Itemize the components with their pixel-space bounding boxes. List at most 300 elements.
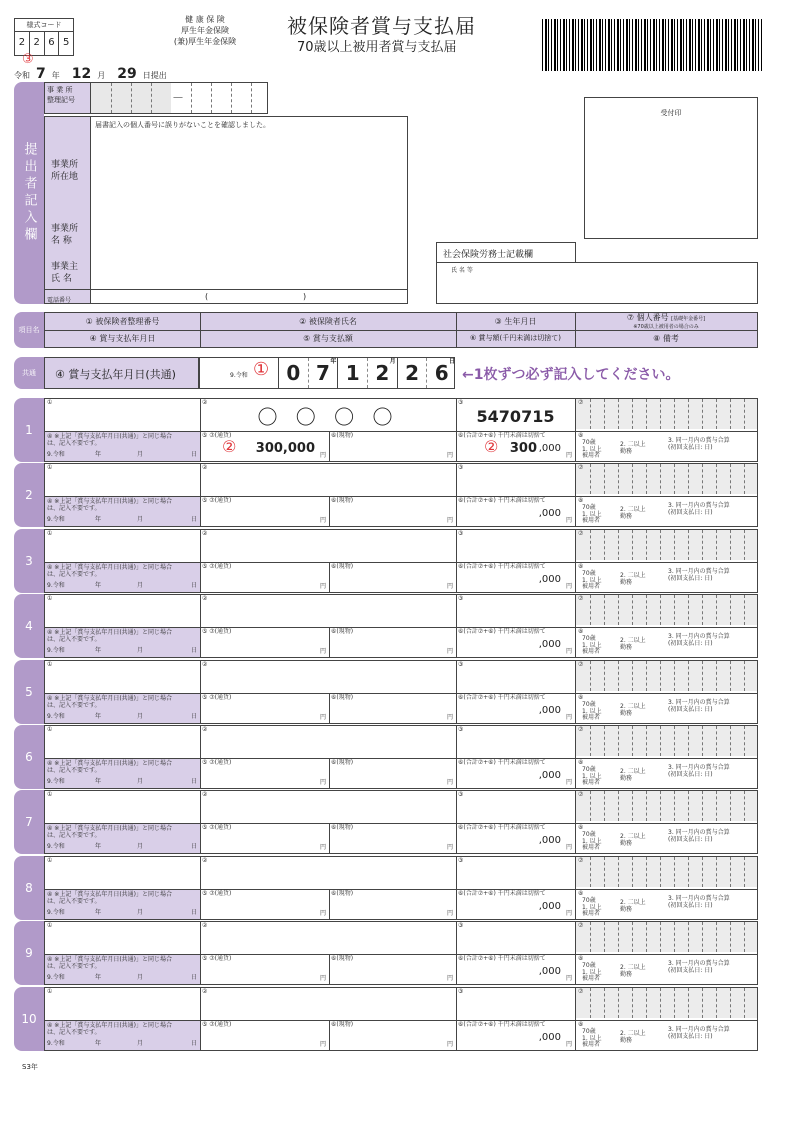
- birth-date-field[interactable]: [456, 791, 575, 823]
- insured-number-field[interactable]: [45, 530, 200, 562]
- submit-year: 7: [36, 66, 46, 82]
- row-grid: [44, 529, 758, 593]
- yen-unit: 円: [565, 910, 572, 918]
- yen-unit: 円: [319, 975, 326, 983]
- remark-option-1[interactable]: 70歳 1. 以上 被用者: [582, 439, 602, 460]
- sharoushi-field[interactable]: [436, 262, 758, 304]
- yen-unit: 円: [565, 1041, 572, 1049]
- row-grid: [44, 463, 758, 527]
- field-label-3: ③: [458, 857, 464, 864]
- field-label-7: ⑦: [578, 530, 584, 537]
- era-label: 令和: [14, 71, 30, 80]
- field-label-2: ②: [202, 661, 208, 668]
- yen-unit: 円: [446, 1041, 453, 1049]
- yen-unit: 円: [319, 1041, 326, 1049]
- common-day-digit: 2: [397, 358, 427, 388]
- goods-amount-field[interactable]: [329, 627, 456, 659]
- row-number: 4: [14, 594, 44, 658]
- payment-date-field[interactable]: [45, 1021, 200, 1050]
- total-label: ⑥(合計⑦+⑥) 千円未満は切捨て: [458, 824, 546, 831]
- field-label-3: ③: [458, 988, 464, 995]
- cash-amount-field[interactable]: [200, 693, 329, 725]
- payment-month-unit: 月: [137, 516, 144, 524]
- personal-number-field[interactable]: [576, 857, 757, 887]
- remarks-field[interactable]: [576, 496, 757, 528]
- total-amount-field[interactable]: [456, 823, 575, 855]
- goods-amount-field[interactable]: [329, 496, 456, 528]
- row-number: 9: [14, 921, 44, 985]
- remarks-field[interactable]: [576, 954, 757, 986]
- yen-unit: 円: [446, 452, 453, 460]
- total-amount-value: 300: [509, 441, 537, 456]
- yen-unit: 円: [565, 517, 572, 525]
- remark-option-2[interactable]: 2. 二以上 勤務: [620, 506, 646, 520]
- form-code-digit: 5: [62, 37, 70, 48]
- payment-date-field[interactable]: [45, 694, 200, 723]
- remark-option-2[interactable]: 2. 二以上 勤務: [620, 572, 646, 586]
- payment-era: 9.令和: [47, 582, 65, 590]
- total-amount-field[interactable]: [456, 431, 575, 463]
- birth-date-field[interactable]: [456, 922, 575, 954]
- insured-name-field[interactable]: [200, 791, 456, 823]
- cash-amount-field[interactable]: [200, 954, 329, 986]
- payment-date-field[interactable]: [45, 824, 200, 853]
- personal-number-field[interactable]: [576, 399, 757, 429]
- birth-date-field[interactable]: [456, 595, 575, 627]
- payment-year-unit: 年: [95, 974, 102, 982]
- personal-number-field[interactable]: [576, 530, 757, 560]
- birth-date-field[interactable]: [456, 988, 575, 1020]
- remark-circle: ⑧: [578, 955, 584, 962]
- payment-era: 9.令和: [47, 974, 65, 982]
- insured-name-value: 〇 〇 〇 〇: [257, 405, 399, 429]
- yen-unit: 円: [319, 452, 326, 460]
- payment-date-field[interactable]: [45, 890, 200, 919]
- goods-amount-field[interactable]: [329, 823, 456, 855]
- row-grid: [44, 921, 758, 985]
- insured-name-field[interactable]: [200, 857, 456, 889]
- field-label-2: ②: [202, 464, 208, 471]
- field-label-1: ①: [47, 661, 53, 668]
- cash-label: ⑤ ⑦(通貨): [202, 628, 232, 635]
- phone-label: 電話番号: [45, 289, 91, 305]
- yen-unit: 円: [319, 779, 326, 787]
- payment-date-note: ④ ※上記「賞与支払年月日(共通)」と同じ場合は、記入不要です。: [47, 695, 172, 709]
- remark-option-3[interactable]: 3. 同一月内の賞与合算 (初回支払日: 日): [668, 1026, 730, 1040]
- goods-amount-field[interactable]: [329, 693, 456, 725]
- common-month-digit-text: 2: [375, 361, 390, 385]
- submit-day: 29: [117, 66, 137, 82]
- common-year-digit: 0: [278, 358, 308, 388]
- form-title: 被保険者賞与支払届: [287, 14, 476, 38]
- sharoushi-name-label: 氏 名 等: [451, 267, 473, 274]
- birth-date-field[interactable]: [456, 857, 575, 889]
- insured-name-field[interactable]: [200, 595, 456, 627]
- total-amount-field[interactable]: [456, 562, 575, 594]
- remark-option-1[interactable]: 70歳 1. 以上 被用者: [582, 570, 602, 591]
- insured-number-field[interactable]: [45, 791, 200, 823]
- payment-date-field[interactable]: [45, 432, 200, 461]
- total-amount-field[interactable]: [456, 627, 575, 659]
- field-label-2: ②: [202, 857, 208, 864]
- common-date-field[interactable]: [199, 357, 455, 389]
- remark-option-3[interactable]: 3. 同一月内の賞与合算 (初回支払日: 日): [668, 633, 730, 647]
- row-number: 5: [14, 660, 44, 724]
- form-code-digit: 2: [15, 31, 30, 55]
- yen-unit: 円: [446, 648, 453, 656]
- col-header-4: ④ 賞与支払年月日: [89, 334, 156, 343]
- insured-name-field[interactable]: [200, 661, 456, 693]
- row-grid: [44, 398, 758, 462]
- payment-day-unit: 日: [191, 647, 198, 655]
- payment-day-unit: 日: [191, 843, 198, 851]
- insured-name-field[interactable]: [200, 464, 456, 496]
- form-subtitle: 70歳以上被用者賞与支払届: [297, 40, 457, 55]
- goods-amount-field[interactable]: [329, 1020, 456, 1052]
- field-label-7: ⑦: [578, 661, 584, 668]
- remarks-field[interactable]: [576, 758, 757, 790]
- common-day-digit: [426, 358, 456, 388]
- row-number: 2: [14, 463, 44, 527]
- total-thousand-suffix: ,000: [538, 901, 561, 912]
- payment-date-field[interactable]: [45, 628, 200, 657]
- insured-name-field[interactable]: [200, 726, 456, 758]
- personal-number-field[interactable]: [576, 595, 757, 625]
- month-unit: 月: [97, 71, 106, 80]
- total-amount-field[interactable]: [456, 758, 575, 790]
- cash-amount-value: 300,000: [255, 441, 315, 456]
- field-label-3: ③: [458, 791, 464, 798]
- total-amount-field[interactable]: [456, 889, 575, 921]
- total-thousand-suffix: ,000: [538, 508, 561, 519]
- form-code-box: [14, 18, 74, 56]
- submitter-info-box: [44, 116, 408, 304]
- instruction-text: ←1枚ずつ必ず記入してください。: [462, 367, 680, 383]
- payment-month-unit: 月: [137, 647, 144, 655]
- remark-option-2[interactable]: 2. 二以上 勤務: [620, 768, 646, 782]
- insured-row: [0, 398, 800, 462]
- office-number-field[interactable]: [91, 83, 267, 113]
- payment-era: 9.令和: [47, 713, 65, 721]
- insured-number-field[interactable]: [45, 399, 200, 431]
- remarks-field[interactable]: [576, 889, 757, 921]
- remark-circle: ⑧: [578, 694, 584, 701]
- remark-circle: ⑧: [578, 759, 584, 766]
- remark-option-2[interactable]: 2. 二以上 勤務: [620, 637, 646, 651]
- payment-era: 9.令和: [47, 647, 65, 655]
- insured-number-field[interactable]: [45, 661, 200, 693]
- payment-era: 9.令和: [47, 451, 65, 459]
- phone-field[interactable]: [91, 289, 407, 305]
- field-label-2: ②: [202, 922, 208, 929]
- field-label-1: ①: [47, 399, 53, 406]
- yen-unit: 円: [446, 779, 453, 787]
- birth-date-field[interactable]: [456, 661, 575, 693]
- remark-option-1[interactable]: 70歳 1. 以上 被用者: [582, 897, 602, 918]
- field-label-1: ①: [47, 464, 53, 471]
- field-label-1: ①: [47, 988, 53, 995]
- remark-option-3[interactable]: 3. 同一月内の賞与合算 (初回支払日: 日): [668, 764, 730, 778]
- goods-amount-field[interactable]: [329, 889, 456, 921]
- field-label-1: ①: [47, 595, 53, 602]
- field-label-2: ②: [202, 595, 208, 602]
- remark-option-2[interactable]: 2. 二以上 勤務: [620, 1030, 646, 1044]
- common-month-digit: 1: [337, 358, 367, 388]
- office-number-row: [44, 82, 268, 114]
- remark-option-3[interactable]: 3. 同一月内の賞与合算 (初回支払日: 日): [668, 502, 730, 516]
- remark-option-2[interactable]: 2. 二以上 勤務: [620, 899, 646, 913]
- address-label: 事業所 所在地: [51, 160, 79, 182]
- field-label-1: ①: [47, 857, 53, 864]
- birth-date-field[interactable]: [456, 726, 575, 758]
- col-header-6: ⑥ 賞与額(千円未満は切捨て): [470, 334, 561, 342]
- payment-month-unit: 月: [137, 843, 144, 851]
- payment-era: 9.令和: [47, 843, 65, 851]
- row-number: 10: [14, 987, 44, 1051]
- payment-month-unit: 月: [137, 778, 144, 786]
- total-thousand-suffix: ,000: [538, 966, 561, 977]
- item-name-label: 項目名: [14, 312, 44, 348]
- remarks-field[interactable]: [576, 693, 757, 725]
- row-number: 7: [14, 790, 44, 854]
- row-grid: [44, 987, 758, 1051]
- remark-option-2[interactable]: 2. 二以上 勤務: [620, 964, 646, 978]
- remark-option-2[interactable]: 2. 二以上 勤務: [620, 703, 646, 717]
- goods-label: ⑥(現物): [331, 432, 354, 439]
- field-label-1: ①: [47, 530, 53, 537]
- insured-name-field[interactable]: [200, 922, 456, 954]
- cash-amount-field[interactable]: [200, 562, 329, 594]
- office-name-label: 事業所 名 称: [51, 224, 79, 246]
- remark-circle: ⑧: [578, 563, 584, 570]
- col-header-7-note: [基礎年金番号]: [671, 316, 706, 322]
- goods-amount-field[interactable]: [329, 562, 456, 594]
- yen-unit: 円: [319, 583, 326, 591]
- remarks-field[interactable]: [576, 431, 757, 463]
- remark-circle: ⑧: [578, 628, 584, 635]
- remark-option-1[interactable]: 70歳 1. 以上 被用者: [582, 1028, 602, 1049]
- cash-amount-field[interactable]: [200, 627, 329, 659]
- insured-number-field[interactable]: [45, 595, 200, 627]
- total-thousand-suffix: ,000: [538, 443, 561, 454]
- goods-label: ⑥(現物): [331, 628, 354, 635]
- birth-date-field[interactable]: [456, 399, 575, 431]
- personal-number-field[interactable]: [576, 988, 757, 1018]
- confirm-note: 届書記入の個人番号に誤りがないことを確認しました。: [95, 121, 270, 129]
- cash-amount-field[interactable]: [200, 889, 329, 921]
- goods-amount-field[interactable]: [329, 758, 456, 790]
- personal-number-field[interactable]: [576, 922, 757, 952]
- col-header-3: ③ 生年月日: [494, 317, 537, 326]
- form-code-digit: 6: [45, 31, 60, 55]
- insured-number-field[interactable]: [45, 464, 200, 496]
- field-label-3: ③: [458, 661, 464, 668]
- field-label-2: ②: [202, 791, 208, 798]
- personal-number-field[interactable]: [576, 464, 757, 494]
- common-year-digit: [308, 358, 338, 388]
- insured-name-field[interactable]: [200, 530, 456, 562]
- total-amount-field[interactable]: [456, 1020, 575, 1052]
- personal-number-field[interactable]: [576, 661, 757, 691]
- field-label-3: ③: [458, 726, 464, 733]
- payment-date-note: ④ ※上記「賞与支払年月日(共通)」と同じ場合は、記入不要です。: [47, 891, 172, 905]
- submit-month: 12: [71, 66, 92, 82]
- field-label-3: ③: [458, 530, 464, 537]
- payment-date-note: ④ ※上記「賞与支払年月日(共通)」と同じ場合は、記入不要です。: [47, 760, 172, 774]
- field-label-3: ③: [458, 399, 464, 406]
- payment-date-note: ④ ※上記「賞与支払年月日(共通)」と同じ場合は、記入不要です。: [47, 433, 172, 447]
- total-label: ⑥(合計⑦+⑥) 千円未満は切捨て: [458, 1021, 546, 1028]
- remark-option-3[interactable]: 3. 同一月内の賞与合算 (初回支払日: 日): [668, 960, 730, 974]
- total-label: ⑥(合計⑦+⑥) 千円未満は切捨て: [458, 694, 546, 701]
- field-label-7: ⑦: [578, 857, 584, 864]
- total-label: ⑥(合計⑦+⑥) 千円未満は切捨て: [458, 890, 546, 897]
- row-number: 3: [14, 529, 44, 593]
- phone-paren-open: (: [205, 292, 209, 301]
- col-header-1: ① 被保険者整理番号: [85, 317, 160, 326]
- cash-label: ⑤ ⑦(通貨): [202, 1021, 232, 1028]
- payment-era: 9.令和: [47, 778, 65, 786]
- total-thousand-suffix: ,000: [538, 1032, 561, 1043]
- remark-circle: ⑧: [578, 432, 584, 439]
- common-date-label: ④ 賞与支払年月日(共通): [44, 357, 199, 389]
- total-label: ⑥(合計⑦+⑥) 千円未満は切捨て: [458, 563, 546, 570]
- field-label-2: ②: [202, 726, 208, 733]
- common-year-unit: 年: [330, 358, 337, 365]
- remark-option-1[interactable]: 70歳 1. 以上 被用者: [582, 962, 602, 983]
- remark-option-1[interactable]: 70歳 1. 以上 被用者: [582, 504, 602, 525]
- total-amount-field[interactable]: [456, 954, 575, 986]
- remark-circle: ⑧: [578, 890, 584, 897]
- yen-unit: 円: [319, 844, 326, 852]
- remark-option-1[interactable]: 70歳 1. 以上 被用者: [582, 635, 602, 656]
- insured-number-field[interactable]: [45, 857, 200, 889]
- cash-amount-field[interactable]: [200, 823, 329, 855]
- cash-amount-field[interactable]: [200, 496, 329, 528]
- payment-year-unit: 年: [95, 582, 102, 590]
- cash-amount-field[interactable]: [200, 758, 329, 790]
- row-number: 8: [14, 856, 44, 920]
- yen-unit: 円: [319, 910, 326, 918]
- payment-era: 9.令和: [47, 516, 65, 524]
- goods-amount-field[interactable]: [329, 431, 456, 463]
- payment-year-unit: 年: [95, 778, 102, 786]
- remarks-field[interactable]: [576, 823, 757, 855]
- day-unit: 日提出: [142, 71, 167, 80]
- form-code-label: 様式コード: [15, 19, 73, 32]
- insurance-types: [150, 14, 260, 47]
- receipt-label: 受付印: [660, 109, 682, 117]
- cash-label: ⑤ ⑦(通貨): [202, 497, 232, 504]
- remarks-field[interactable]: [576, 562, 757, 594]
- remarks-field[interactable]: [576, 627, 757, 659]
- insured-number-field[interactable]: [45, 726, 200, 758]
- remarks-field[interactable]: [576, 1020, 757, 1052]
- sharoushi-label: 社会保険労務士記載欄: [436, 242, 576, 262]
- goods-amount-field[interactable]: [329, 954, 456, 986]
- column-header: [44, 312, 758, 348]
- insured-name-field[interactable]: [200, 988, 456, 1020]
- field-label-2: ②: [202, 530, 208, 537]
- insurance-line: (兼)厚生年金保険: [173, 37, 237, 46]
- goods-label: ⑥(現物): [331, 824, 354, 831]
- payment-year-unit: 年: [95, 451, 102, 459]
- birth-date-field[interactable]: [456, 530, 575, 562]
- payment-date-field[interactable]: [45, 563, 200, 592]
- remark-option-1[interactable]: 70歳 1. 以上 被用者: [582, 701, 602, 722]
- common-year-digit-text: 7: [316, 361, 330, 385]
- payment-date-field[interactable]: [45, 759, 200, 788]
- field-label-7: ⑦: [578, 595, 584, 602]
- yen-unit: 円: [565, 714, 572, 722]
- remark-option-2[interactable]: 2. 二以上 勤務: [620, 833, 646, 847]
- field-label-2: ②: [202, 399, 208, 406]
- submitter-section-label: 提出者記入欄: [14, 82, 44, 304]
- personal-number-field[interactable]: [576, 791, 757, 821]
- total-label: ⑥(合計⑦+⑥) 千円未満は切捨て: [458, 759, 546, 766]
- col-header-2: ② 被保険者氏名: [299, 317, 357, 326]
- total-thousand-suffix: ,000: [538, 835, 561, 846]
- payment-day-unit: 日: [191, 516, 198, 524]
- common-era-prefix: 9.令和: [230, 372, 248, 379]
- field-label-3: ③: [458, 922, 464, 929]
- total-amount-field[interactable]: [456, 496, 575, 528]
- insured-number-field[interactable]: [45, 988, 200, 1020]
- insured-row: [0, 463, 800, 527]
- insured-number-field[interactable]: [45, 922, 200, 954]
- remark-option-3[interactable]: 3. 同一月内の賞与合算 (初回支払日: 日): [668, 895, 730, 909]
- remark-option-1[interactable]: 70歳 1. 以上 被用者: [582, 831, 602, 852]
- phone-paren-close: ): [303, 292, 307, 301]
- remark-option-2[interactable]: 2. 二以上 勤務: [620, 441, 646, 455]
- insured-row: [0, 660, 800, 724]
- total-amount-field[interactable]: [456, 693, 575, 725]
- year-unit: 年: [51, 71, 60, 80]
- submission-date: [14, 66, 167, 82]
- payment-date-field[interactable]: [45, 497, 200, 526]
- cash-amount-field[interactable]: [200, 1020, 329, 1052]
- remark-option-3[interactable]: 3. 同一月内の賞与合算 (初回支払日: 日): [668, 699, 730, 713]
- birth-date-value: 5470715: [476, 407, 555, 426]
- goods-label: ⑥(現物): [331, 563, 354, 570]
- employer-label: 事業主 氏 名: [51, 262, 79, 284]
- payment-day-unit: 日: [191, 909, 198, 917]
- personal-number-field[interactable]: [576, 726, 757, 756]
- remark-option-3[interactable]: 3. 同一月内の賞与合算 (初回支払日: 日): [668, 437, 730, 451]
- col-header-8: ⑧ 備考: [653, 334, 679, 343]
- remark-option-1[interactable]: 70歳 1. 以上 被用者: [582, 766, 602, 787]
- insured-name-field[interactable]: [200, 399, 456, 431]
- yen-unit: 円: [446, 714, 453, 722]
- payment-era: 9.令和: [47, 1040, 65, 1048]
- payment-date-note: ④ ※上記「賞与支払年月日(共通)」と同じ場合は、記入不要です。: [47, 564, 172, 578]
- remark-option-3[interactable]: 3. 同一月内の賞与合算 (初回支払日: 日): [668, 568, 730, 582]
- field-label-7: ⑦: [578, 791, 584, 798]
- remark-option-3[interactable]: 3. 同一月内の賞与合算 (初回支払日: 日): [668, 829, 730, 843]
- payment-date-field[interactable]: [45, 955, 200, 984]
- payment-month-unit: 月: [137, 909, 144, 917]
- cash-amount-field[interactable]: [200, 431, 329, 463]
- birth-date-field[interactable]: [456, 464, 575, 496]
- yen-unit: 円: [446, 910, 453, 918]
- row-grid: [44, 856, 758, 920]
- field-label-7: ⑦: [578, 922, 584, 929]
- row-number: 6: [14, 725, 44, 789]
- payment-date-note: ④ ※上記「賞与支払年月日(共通)」と同じ場合は、記入不要です。: [47, 629, 172, 643]
- goods-label: ⑥(現物): [331, 759, 354, 766]
- col-header-7-text: ⑦ 個人番号: [626, 313, 669, 322]
- col-header-7-note2: ※70歳以上被用者の場合のみ: [633, 324, 699, 330]
